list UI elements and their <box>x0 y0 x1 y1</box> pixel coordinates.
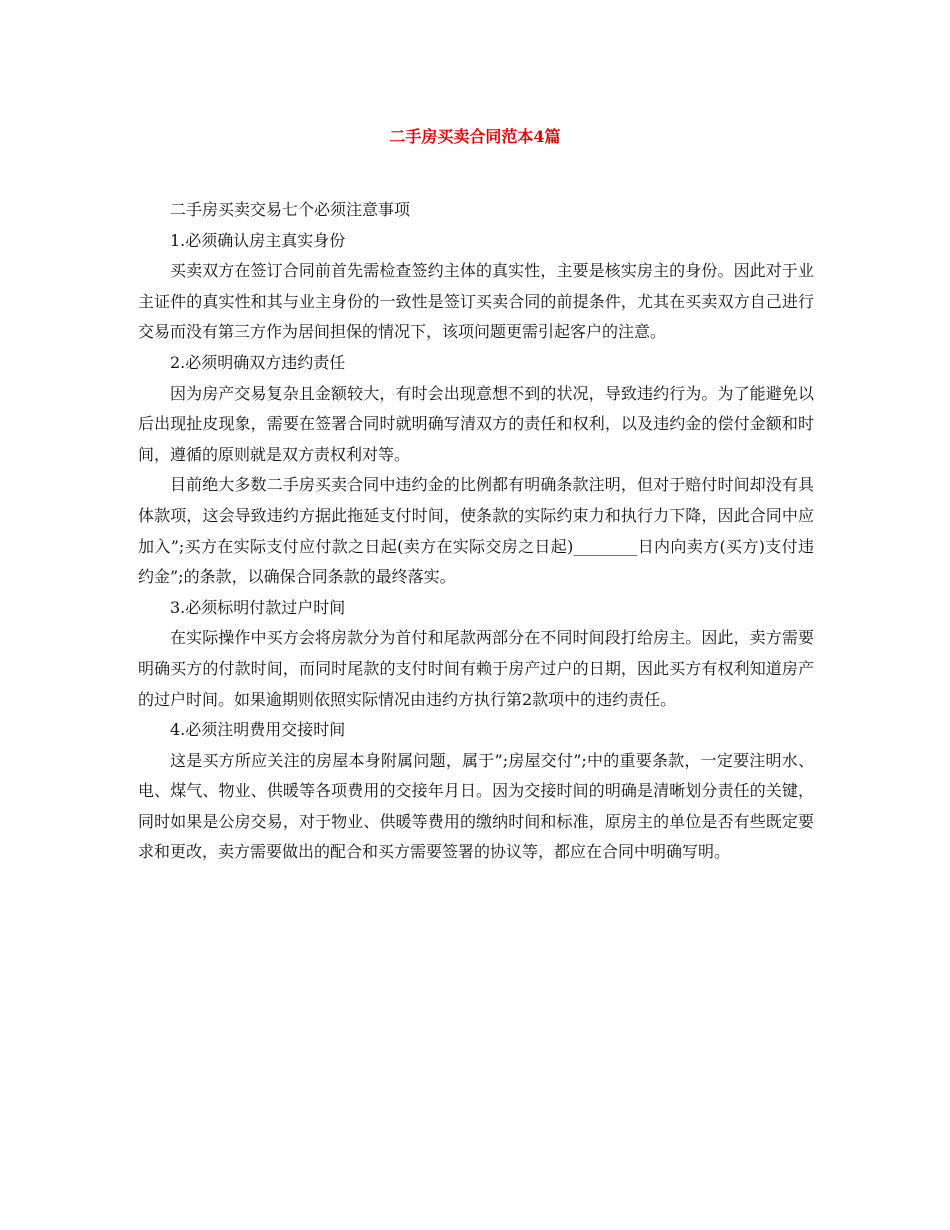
section-paragraph-2a: 因为房产交易复杂且金额较大，有时会出现意想不到的状况，导致违约行为。为了能避免以后出现扯皮现象，需要在签署合同时就明确写清双方的责任和权利，以及违约金的偿付金额和时间，遵循的原则就是双方责权利对等。 <box>138 383 814 464</box>
section-heading-4: 4.必须注明费用交接时间 <box>170 720 346 740</box>
section-heading-2: 2.必须明确双方违约责任 <box>170 352 346 372</box>
section-heading-3: 3.必须标明付款过户时间 <box>170 597 346 617</box>
section-paragraph-2b: 目前绝大多数二手房买卖合同中违约金的比例都有明确条款注明，但对于赔付时间却没有具体款项，这会导致违约方据此拖延支付时间，使条款的实际约束力和执行力下降，因此合同中应加入”;买方在实际支付应付款之日起(卖方在实际交房之日起)________日内向卖方(买方)支付违约金”;的条款，以确保合同条款的最终落实。 <box>138 475 814 587</box>
document-body <box>138 195 814 868</box>
section-paragraph-4: 这是买方所应关注的房屋本身附属问题，属于”;房屋交付”;中的重要条款，一定要注明水、电、煤气、物业、供暖等各项费用的交接年月日。因为交接时间的明确是清晰划分责任的关键，同时如果是公房交易，对于物业、供暖等费用的缴纳时间和标准，原房主的单位是否有些既定要求和更改，卖方需要做出的配合和买方需要签署的协议等，都应在合同中明确写明。 <box>138 750 814 862</box>
document-title: 二手房买卖合同范本4篇 <box>389 127 561 146</box>
section-paragraph-1: 买卖双方在签订合同前首先需检查签约主体的真实性，主要是核实房主的身份。因此对于业主证件的真实性和其与业主身份的一致性是签订买卖合同的前提条件，尤其在买卖双方自己进行交易而没有第三方作为居间担保的情况下，该项问题更需引起客户的注意。 <box>138 261 814 342</box>
intro-heading: 二手房买卖交易七个必须注意事项 <box>170 200 411 219</box>
section-paragraph-3: 在实际操作中买方会将房款分为首付和尾款两部分在不同时间段打给房主。因此，卖方需要明确买方的付款时间，而同时尾款的支付时间有赖于房产过户的日期，因此买方有权利知道房产的过户时间。如果逾期则依照实际情况由违约方执行第2款项中的违约责任。 <box>138 628 814 709</box>
section-heading-1: 1.必须确认房主真实身份 <box>170 230 346 250</box>
